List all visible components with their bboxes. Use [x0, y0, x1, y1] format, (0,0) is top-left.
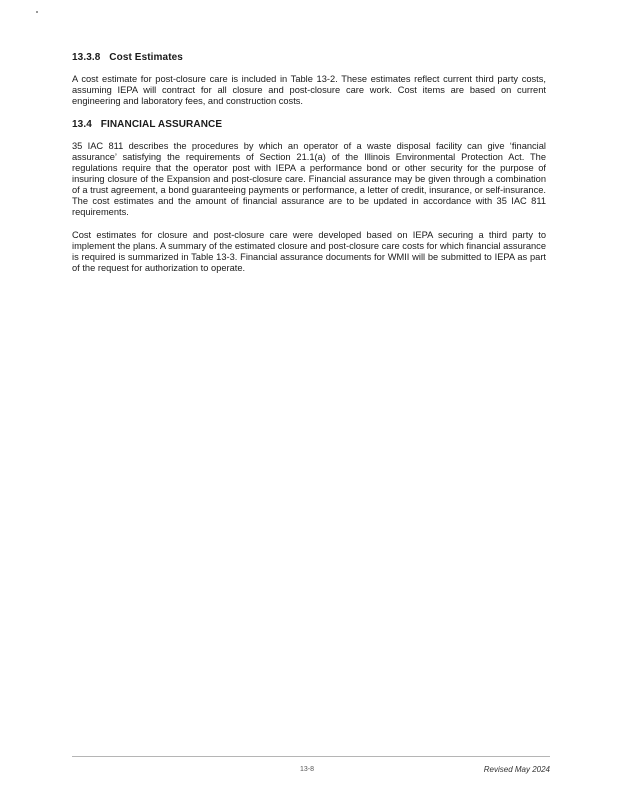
document-body [72, 52, 546, 286]
section-title: FINANCIAL ASSURANCE [100, 119, 223, 130]
section-heading-cost-estimates [72, 52, 546, 63]
cost-estimates-paragraph: A cost estimate for post-closure care is included in Table 13-2. These estimates reflect current third party costs, assuming IEPA will contract for all closure and post-closure care work. Cost items are based on current engineering and laboratory fees, and construction costs. [72, 74, 546, 106]
financial-assurance-paragraph-1: 35 IAC 811 describes the procedures by which an operator of a waste disposal facility can give ‘financial assurance’ satisfying the requirements of Section 21.1(a) of the Illinois Environmental Protection Act. The regulations require that the operator post with IEPA a performance bond or other security for the purpose of insuring closure of the Expansion and post-closure care. Financial assurance may be given through a combination of a trust agreement, a bond guaranteeing payments or performance, a letter of credit, insurance, or self-insurance. The cost estimates and the amount of financial assurance are to be updated in accordance with 35 IAC 811 requirements. [72, 141, 546, 217]
revision-date: Revised May 2024 [483, 765, 550, 774]
section-number: 13.4 [72, 119, 92, 130]
section-number: 13.3.8 [72, 52, 101, 63]
section-title: Cost Estimates [109, 52, 183, 63]
financial-assurance-paragraph-2: Cost estimates for closure and post-closure care were developed based on IEPA securing a third party to implement the plans. A summary of the estimated closure and post-closure care costs for which financial assurance is required is summarized in Table 13-3. Financial assurance documents for WMII will be submitted to IEPA as part of the request for authorization to operate. [72, 230, 546, 273]
page-number: 13-8 [300, 766, 315, 773]
footer-divider [72, 756, 550, 757]
scan-speck [36, 11, 38, 13]
section-heading-financial-assurance [72, 119, 546, 130]
